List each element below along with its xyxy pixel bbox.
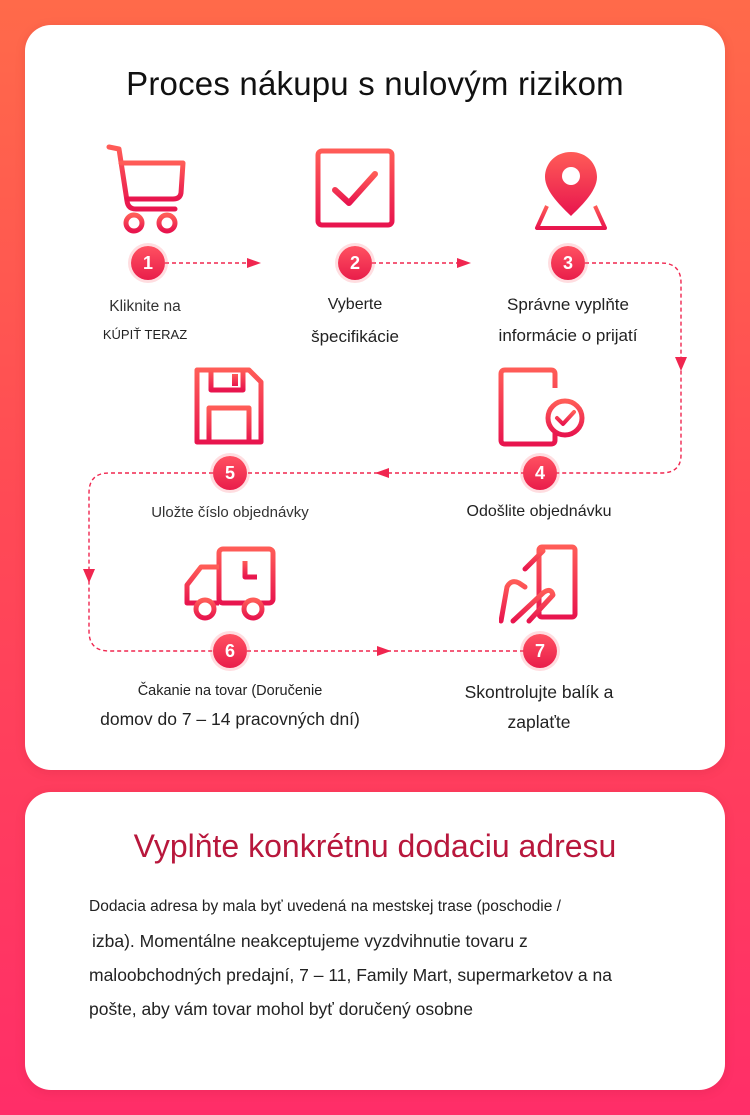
step-7-line2: zaplaťte xyxy=(507,712,571,732)
step-number-1: 1 xyxy=(131,246,165,280)
step-label-1 xyxy=(65,293,225,349)
step-number-5: 5 xyxy=(213,456,247,490)
step-3-line2: informácie o prijatí xyxy=(498,326,638,345)
step-1-line2: KÚPIŤ TERAZ xyxy=(102,327,188,342)
step-number-4: 4 xyxy=(523,456,557,490)
address-line-3: maloobchodných predajní, 7 – 11, Family Mart, supermarketov a na xyxy=(89,965,612,985)
floppy-disk-icon xyxy=(193,366,265,446)
address-card xyxy=(25,792,725,1090)
step-number-3: 3 xyxy=(551,246,585,280)
step-number-7: 7 xyxy=(523,634,557,668)
checkbox-icon xyxy=(315,148,395,228)
flow-connector-lines xyxy=(25,25,725,770)
process-title: Proces nákupu s nulovým rizikom xyxy=(126,65,624,102)
address-title: Vyplňte konkrétnu dodaciu adresu xyxy=(133,828,617,864)
hand-card-icon xyxy=(499,543,581,625)
step-1-line1: Kliknite na xyxy=(109,298,181,315)
step-6-line2: domov do 7 – 14 pracovných dní) xyxy=(100,709,360,729)
step-number-2: 2 xyxy=(338,246,372,280)
cart-plus-icon xyxy=(105,143,191,235)
address-line-2: izba). Momentálne neakceptujeme vyzdvihnutie tovaru z xyxy=(92,931,528,951)
step-number-6: 6 xyxy=(213,634,247,668)
step-6-line1: Čakanie na tovar (Doručenie xyxy=(137,683,323,699)
process-card xyxy=(25,25,725,770)
step-2-line1: Vyberte xyxy=(327,296,383,313)
step-label-2 xyxy=(265,289,445,353)
step-label-7 xyxy=(439,677,639,737)
address-paragraph xyxy=(89,890,679,1026)
document-check-icon xyxy=(497,366,589,448)
location-pin-icon xyxy=(533,150,609,230)
step-label-3 xyxy=(463,289,673,351)
step-7-line1: Skontrolujte balík a xyxy=(464,682,614,702)
step-2-line2: špecifikácie xyxy=(311,327,399,346)
address-line-4: pošte, aby vám tovar mohol byť doručený osobne xyxy=(89,999,474,1019)
step-label-6 xyxy=(65,678,395,734)
delivery-truck-icon xyxy=(183,545,277,623)
address-line-1: Dodacia adresa by mala byť uvedená na mestskej trase (poschodie / xyxy=(89,898,561,915)
step-label-4: Odošlite objednávku xyxy=(466,503,612,520)
step-label-5: Uložte číslo objednávky xyxy=(151,504,309,521)
step-3-line1: Správne vyplňte xyxy=(507,295,629,314)
